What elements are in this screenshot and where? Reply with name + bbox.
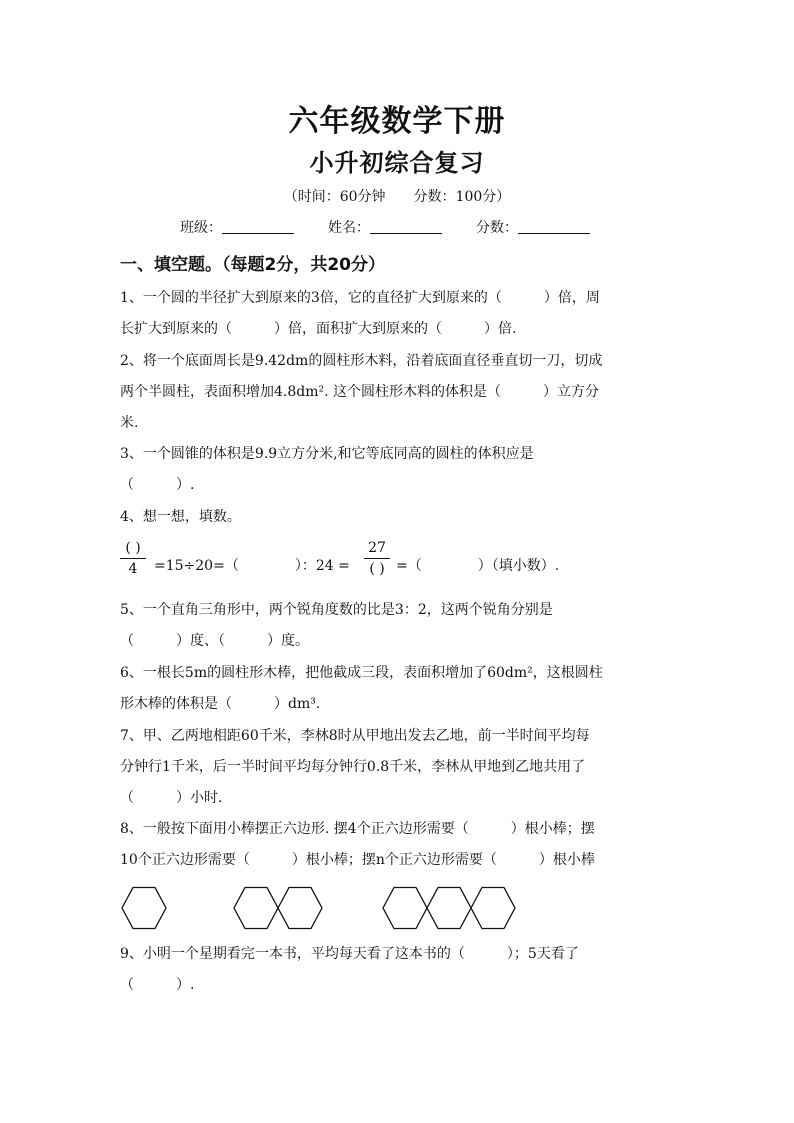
fraction-2-numerator: 27: [368, 540, 386, 556]
page-subtitle: 小升初综合复习: [309, 149, 485, 177]
question-8: [120, 814, 680, 876]
question-line: 9、小明一个星期看完一本书，平均每天看了这本书的（ ）；5天看了: [120, 946, 579, 962]
time-score-note: （时间：60分钟 分数：100分）: [283, 189, 511, 205]
fraction-1: [120, 540, 146, 577]
fraction-1-numerator: ( ): [125, 540, 141, 556]
hexagon-2-1: [234, 888, 278, 929]
fraction-bar: [364, 558, 390, 559]
question-4-equation: [120, 540, 680, 586]
question-3: [120, 439, 680, 501]
class-label: 班级：: [180, 220, 222, 236]
name-label: 姓名：: [328, 220, 370, 236]
question-line: 10个正六边形需要（ ）根小棒；摆n个正六边形需要（ ）根小棒: [120, 852, 595, 868]
question-line: 1、一个圆的半径扩大到原来的3倍，它的直径扩大到原来的（ ）倍，周: [120, 290, 600, 306]
question-line: 6、一根长5m的圆柱形木棒，把他截成三段，表面积增加了60dm²，这根圆柱: [120, 665, 603, 681]
question-line: 4、想一想，填数。: [120, 509, 241, 525]
question-line: 2、将一个底面周长是9.42dm的圆柱形木料，沿着底面直径垂直切一刀，切成: [120, 353, 603, 369]
question-line: 米.: [120, 415, 139, 431]
question-line: 两个半圆柱，表面积增加4.8dm². 这个圆柱形木料的体积是（ ）立方分: [120, 384, 600, 400]
hexagon-3-2: [427, 888, 471, 929]
question-line: 5、一个直角三角形中，两个锐角度数的比是3：2，这两个锐角分别是: [120, 602, 553, 618]
question-line: （ ）.: [120, 477, 195, 493]
hexagon-1-1: [122, 888, 166, 929]
name-blank[interactable]: [370, 219, 442, 234]
question-line: （ ）.: [120, 977, 195, 993]
question-7: [120, 721, 680, 814]
question-line: （ ）度、（ ）度。: [120, 633, 309, 649]
hexagon-3-3: [471, 888, 515, 929]
question-line: 分钟行1千米，后一半时间平均每分钟行0.8千米，李林从甲地到乙地共用了: [120, 759, 586, 775]
fraction-bar: [120, 558, 146, 559]
question-line: 3、一个圆锥的体积是9.9立方分米,和它等底同高的圆柱的体积应是: [120, 446, 534, 462]
page-title: 六年级数学下册: [288, 104, 506, 139]
fraction-1-denominator: 4: [128, 561, 138, 577]
student-info-row: [180, 217, 624, 237]
question-line: 形木棒的体积是（ ）dm³.: [120, 696, 321, 712]
hexagon-3-1: [383, 888, 427, 929]
question-4: [120, 502, 680, 533]
score-label: 分数：: [476, 220, 518, 236]
equation-text-2: =（ ）（填小数）.: [396, 558, 560, 574]
question-5: [120, 595, 680, 657]
question-line: 7、甲、乙两地相距60千米，李林8时从甲地出发去乙地，前一半时间平均每: [120, 728, 590, 744]
question-6: [120, 658, 680, 720]
equation-text-1: =15÷20=（ ）：24 =: [154, 558, 350, 574]
hexagon-2-2: [278, 888, 322, 929]
question-line: 长扩大到原来的（ ）倍，面积扩大到原来的（ ）倍.: [120, 321, 517, 337]
score-blank[interactable]: [518, 219, 590, 234]
question-line: （ ）小时.: [120, 790, 223, 806]
question-9: [120, 939, 680, 1001]
fraction-2: [364, 540, 390, 577]
fraction-2-denominator: ( ): [369, 561, 385, 577]
question-1: [120, 283, 680, 345]
hexagon-figure: [118, 880, 538, 936]
question-line: 8、一般按下面用小棒摆正六边形. 摆4个正六边形需要（ ）根小棒；摆: [120, 821, 595, 837]
question-2: [120, 346, 680, 439]
section-heading: 一、填空题。（每题2分，共20分）: [120, 255, 385, 275]
class-blank[interactable]: [222, 219, 294, 234]
